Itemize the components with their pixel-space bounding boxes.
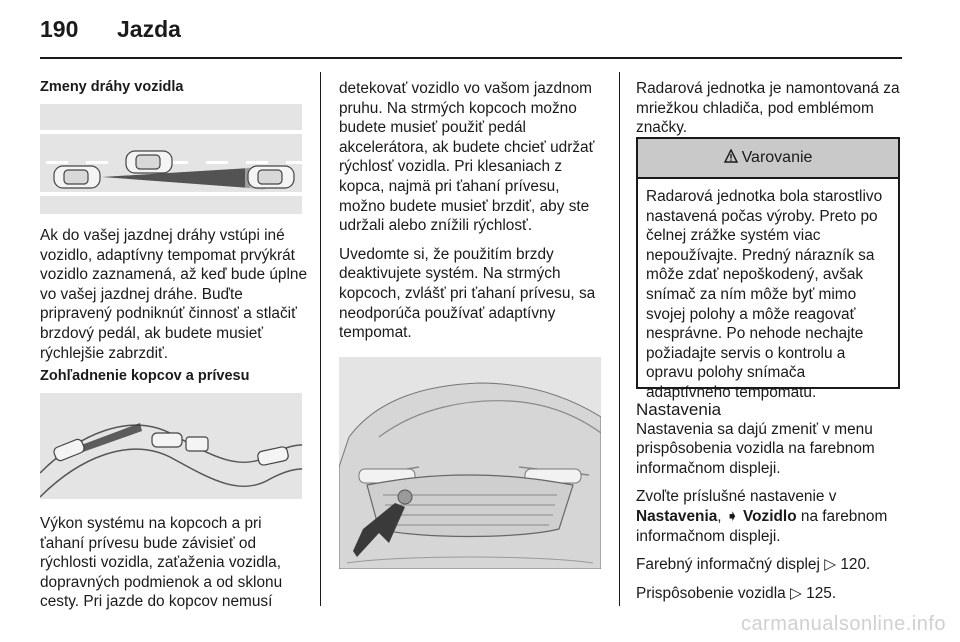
warning-text: Radarová jednotka bola starostlivo nastavená počas výroby. Preto po čelnej zrážke systém viac nepoužívajte. Predný nárazník sa môže zdať nepoškodený, avšak snímač za ním môže byť mimo svojej polohy a môže reagovať nesprávne. Po nehode nechajte požiadajte servis o kontrolu a opravu polohy snímača adaptívneho tempomatu. <box>646 188 883 401</box>
page-reference-icon: ▷ <box>824 556 837 574</box>
brake-note-paragraph: Uvedomte si, že použitím brzdy deaktivujete systém. Na strmých kopcoch, zvlášť pri ťahaní prívesu, sa neodporúča používať adaptívny tempomat. <box>339 245 596 342</box>
reference-display-page[interactable]: 120. <box>840 556 871 574</box>
lane-change-paragraph: Ak do vašej jazdnej dráhy vstúpi iné vozidlo, adaptívny tempomat prvýkrát vozidlo zaznamená, až keď bude úplne vo vašej jazdnej dráhe. Buďte pripravený podniknúť činnosť a stlačiť brzdový pedál, ak budete musieť rýchlejšie zabrzdiť. <box>40 227 307 362</box>
hills-trailer-illustration <box>40 393 302 499</box>
column2-text-block <box>339 79 607 380</box>
reference-display-text: Farebný informačný displej <box>636 556 820 574</box>
hills-paragraph: Výkon systému na kopcoch a pri ťahaní prívesu bude závisieť od rýchlosti vozidla, zaťaženia vozidla, dopravných podmienok a od sklonu cesty. Pri jazde do kopcov nemusí <box>40 515 283 611</box>
lane-change-heading: Zmeny dráhy vozidla <box>40 79 184 95</box>
settings-para2-pre: Zvoľte príslušné nastavenie v <box>636 488 837 506</box>
reference-customization-page[interactable]: 125. <box>806 584 837 602</box>
radar-intro-block <box>636 79 904 138</box>
lane-change-text-block <box>40 226 308 363</box>
reference-customization <box>636 584 904 604</box>
radar-location-paragraph: Radarová jednotka je namontovaná za mriežkou chladiča, pod emblémom značky. <box>636 80 900 137</box>
warning-box <box>636 137 900 401</box>
page-header <box>0 0 960 60</box>
settings-paragraph-2: Zvoľte príslušné nastavenie v Nastavenia, ➧ Vozidlo na farebnom informačnom displeji. <box>636 488 888 545</box>
watermark: carmanualsonline.info <box>740 613 946 635</box>
page-reference-icon: ▷ <box>790 584 802 602</box>
reference-display <box>636 555 904 575</box>
warning-body <box>638 179 898 403</box>
page-number: 190 <box>40 16 79 42</box>
lane-change-illustration <box>40 104 302 214</box>
settings-heading: Nastavenia <box>636 400 722 419</box>
hills-text-block <box>40 514 308 612</box>
reference-customization-text: Prispôsobenie vozidla <box>636 584 786 602</box>
column-divider-2 <box>619 72 620 606</box>
header-divider <box>40 57 902 59</box>
menu-vehicle-label: Vozidlo <box>743 507 797 525</box>
menu-settings-label: Nastavenia <box>636 507 718 525</box>
arrow-right-icon: ➧ <box>725 507 739 525</box>
settings-para2-post: na farebnom informačnom displeji. <box>636 507 888 545</box>
warning-header <box>638 139 898 179</box>
chapter-title: Jazda <box>117 16 181 42</box>
settings-block <box>636 400 904 603</box>
column-divider-1 <box>320 72 321 606</box>
hills-continued-paragraph: detekovať vozidlo vo vašom jazdnom pruhu. Na strmých kopcoch možno budete musieť použiť pedál akcelerátora, ak budete chcieť udržať rýchlosť vozidla. Pri klesaniach z kopca, najmä pri ťahaní prívesu, možno budete musieť brzdiť, aby ste udržali alebo znížili rýchlosť. <box>339 80 595 235</box>
lane-change-heading-block <box>40 78 308 98</box>
hills-heading-block <box>40 367 308 387</box>
radar-unit-illustration <box>339 357 601 569</box>
warning-title: Varovanie <box>741 149 813 166</box>
settings-paragraph-1: Nastavenia sa dajú zmeniť v menu prispôsobenia vozidla na farebnom informačnom displeji. <box>636 420 875 477</box>
hills-trailer-heading: Zohľadnenie kopcov a prívesu <box>40 368 250 384</box>
warning-triangle-icon <box>724 149 738 168</box>
